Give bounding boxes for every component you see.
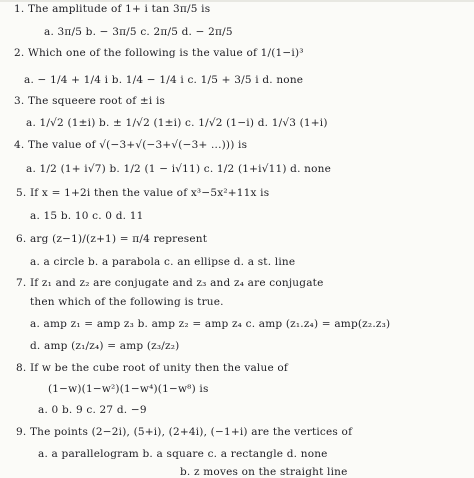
question-5: 5. If x = 1+2i then the value of x³−5x²+11x is: [16, 187, 270, 199]
top-edge: [0, 0, 474, 2]
question-6: 6. arg (z−1)/(z+1) = π/4 represent: [16, 233, 208, 245]
question-2: 2. Which one of the following is the value of 1/(1−i)³: [14, 47, 304, 59]
question-1-options: a. 3π/5 b. − 3π/5 c. 2π/5 d. − 2π/5: [44, 26, 233, 38]
question-9-options: a. a parallelogram b. a square c. a rectangle d. none: [38, 448, 328, 460]
question-8-continued: (1−w)(1−w²)(1−w⁴)(1−w⁸) is: [48, 383, 209, 395]
question-6-options: a. a circle b. a parabola c. an ellipse d. a st. line: [30, 256, 296, 268]
question-8-options: a. 0 b. 9 c. 27 d. −9: [38, 404, 147, 416]
question-4: 4. The value of √(−3+√(−3+√(−3+ ...))) is: [14, 139, 248, 151]
question-7: 7. If z₁ and z₂ are conjugate and z₃ and z₄ are conjugate: [16, 277, 324, 289]
question-1: 1. The amplitude of 1+ i tan 3π/5 is: [14, 3, 211, 15]
question-9: 9. The points (2−2i), (5+i), (2+4i), (−1+i) are the vertices of: [16, 426, 353, 438]
question-5-options: a. 15 b. 10 c. 0 d. 11: [30, 210, 144, 222]
question-7-options-a-c: a. amp z₁ = amp z₃ b. amp z₂ = amp z₄ c. amp (z₁.z₄) = amp(z₂.z₃): [30, 318, 391, 330]
question-7-continued: then which of the following is true.: [30, 296, 224, 308]
question-4-options: a. 1/2 (1+ i√7) b. 1/2 (1 − i√11) c. 1/2 (1+i√11) d. none: [26, 163, 332, 175]
question-7-option-d: d. amp (z₁/z₄) = amp (z₃/z₂): [30, 340, 180, 352]
question-3-options: a. 1/√2 (1±i) b. ± 1/√2 (1±i) c. 1/√2 (1−i) d. 1/√3 (1+i): [26, 117, 328, 129]
question-10-partial: b. z moves on the straight line: [180, 466, 348, 478]
question-8: 8. If w be the cube root of unity then the value of: [16, 362, 289, 374]
question-2-options: a. − 1/4 + 1/4 i b. 1/4 − 1/4 i c. 1/5 + 3/5 i d. none: [24, 74, 304, 86]
question-3: 3. The squeere root of ±i is: [14, 95, 166, 107]
